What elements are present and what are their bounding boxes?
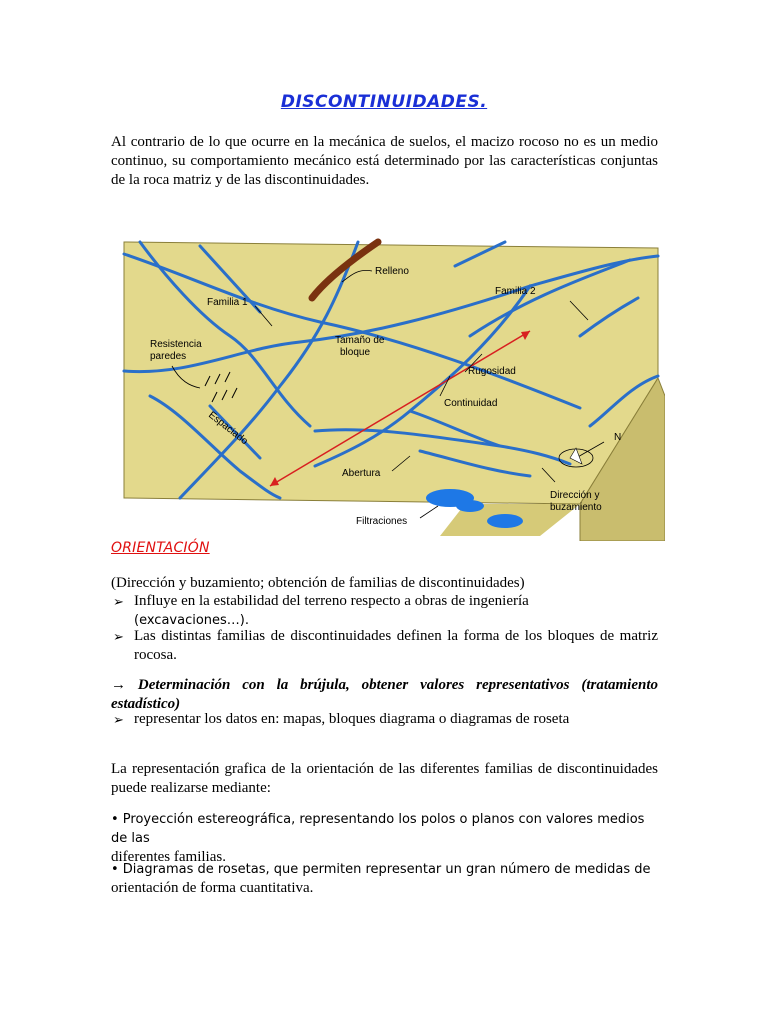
method-text: • Proyección estereográfica, representando los polos o planos con valores medios de las bbox=[111, 812, 645, 846]
discontinuities-block-diagram bbox=[110, 236, 665, 541]
label-familia1: Familia 1 bbox=[207, 297, 248, 308]
label-paredes: paredes bbox=[150, 351, 187, 362]
section-heading-orientacion: ORIENTACIÓN bbox=[111, 540, 210, 556]
arrow-bullet-icon: ➢ bbox=[113, 594, 124, 609]
list-item bbox=[113, 592, 658, 630]
method-text-cont: diferentes familias. bbox=[111, 849, 226, 865]
bullet-text-cont: (excavaciones…). bbox=[134, 613, 250, 628]
label-north: N bbox=[614, 432, 622, 443]
intro-paragraph: Al contrario de lo que ocurre en la mecánica de suelos, el macizo rocoso no es un medio continuo, su comportamiento mecánico está determinado por las características conjuntas de la roca matriz y de las discontinuidades. bbox=[111, 134, 658, 188]
label-bloque: bloque bbox=[340, 347, 371, 358]
label-rugosidad: Rugosidad bbox=[468, 366, 516, 377]
label-relleno: Relleno bbox=[375, 266, 409, 277]
orientation-intro: (Dirección y buzamiento; obtención de familias de discontinuidades) bbox=[111, 575, 525, 591]
label-tamano: Tamaño de bbox=[335, 335, 385, 346]
list-item bbox=[113, 627, 658, 665]
representation-paragraph: La representación grafica de la orientación de las diferentes familias de discontinuidades puede realizarse mediante: bbox=[111, 761, 658, 796]
method-stereographic bbox=[111, 810, 658, 867]
arrow-bullet-icon: ➢ bbox=[113, 712, 124, 727]
list-item bbox=[113, 710, 658, 729]
label-buzamiento: buzamiento bbox=[550, 502, 602, 513]
bullet-text: representar los datos en: mapas, bloques diagrama o diagramas de roseta bbox=[134, 711, 570, 727]
label-espaciado: Espaciado bbox=[206, 409, 250, 448]
method-text: • Diagramas de rosetas, que permiten representar un gran número de medidas de bbox=[111, 862, 651, 877]
method-rosettes bbox=[111, 860, 658, 898]
label-filtraciones: Filtraciones bbox=[356, 516, 408, 527]
label-resistencia: Resistencia bbox=[150, 339, 202, 350]
bullet-text: Las distintas familias de discontinuidades definen la forma de los bloques de matriz rocosa. bbox=[134, 628, 658, 663]
label-continuidad: Continuidad bbox=[444, 398, 498, 409]
page-title: DISCONTINUIDADES. bbox=[280, 92, 488, 112]
label-familia2: Familia 2 bbox=[495, 286, 536, 297]
label-abertura: Abertura bbox=[342, 468, 381, 479]
label-direccion: Dirección y bbox=[550, 490, 600, 501]
method-text-cont: orientación de forma cuantitativa. bbox=[111, 880, 314, 896]
determination-heading: → Determinación con la brújula, obtener valores representativos (tratamiento estadístico) bbox=[111, 677, 658, 712]
arrow-bullet-icon: ➢ bbox=[113, 629, 124, 644]
bullet-text: Influye en la estabilidad del terreno respecto a obras de ingeniería bbox=[134, 593, 529, 609]
